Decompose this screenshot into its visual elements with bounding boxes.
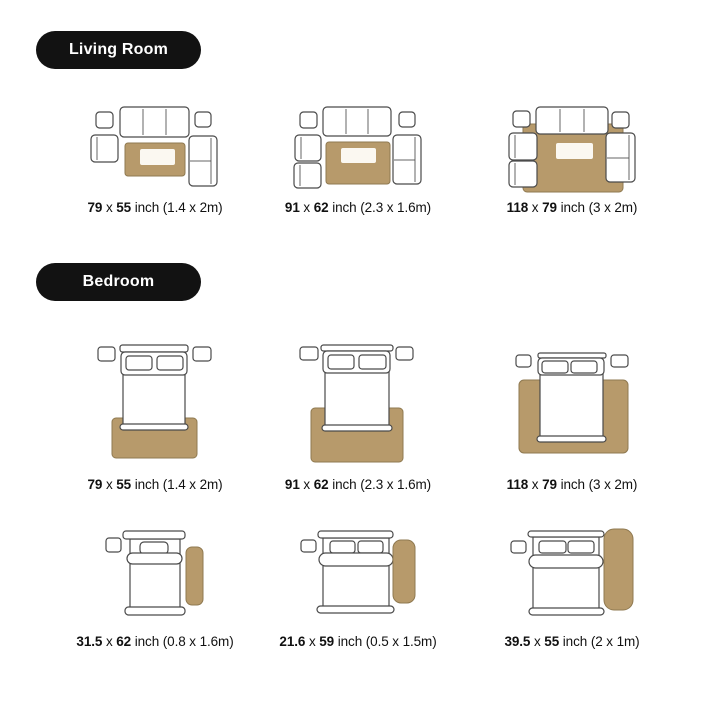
blanket-roll (319, 553, 393, 566)
size-caption: 91 x 62 inch (2.3 x 1.6m) (284, 200, 432, 215)
size-caption: 118 x 79 inch (3 x 2m) (506, 200, 638, 215)
size-height: 55 (116, 477, 132, 492)
size-metric: (1.4 x 2m) (162, 477, 223, 492)
pillow (140, 542, 168, 554)
blanket-roll (529, 555, 603, 568)
bed (537, 353, 606, 442)
nightstand (516, 355, 531, 367)
size-width: 79 (87, 200, 103, 215)
size-caption: 79 x 55 inch (1.4 x 2m) (87, 477, 223, 492)
nightstand (193, 347, 211, 361)
nightstand (396, 347, 413, 360)
coffee-table (556, 143, 593, 159)
bedroom-diagram-single-bed-runner (70, 520, 240, 625)
coffee-table (341, 148, 376, 163)
sofa (120, 107, 189, 137)
size-height: 62 (116, 634, 132, 649)
size-width: 118 (506, 477, 529, 492)
pillow (126, 356, 152, 370)
size-metric: (0.8 x 1.6m) (162, 634, 234, 649)
sofa (323, 107, 391, 136)
size-width: 79 (87, 477, 103, 492)
armchair (509, 161, 537, 187)
pillow (328, 355, 354, 369)
bedroom-diagram-rug-lower-half (273, 340, 443, 465)
headboard (318, 531, 393, 538)
armchair (295, 135, 321, 161)
bed (123, 531, 185, 615)
side-table (195, 112, 211, 127)
foot-bar (120, 424, 188, 430)
runner-rug (186, 547, 203, 605)
pillow (330, 541, 355, 553)
size-metric: (1.4 x 2m) (162, 200, 223, 215)
size-metric: (2.3 x 1.6m) (360, 477, 432, 492)
loveseat (606, 133, 635, 182)
size-height: 62 (313, 200, 329, 215)
pillow (359, 355, 386, 369)
loveseat (393, 135, 421, 184)
foot-bar (322, 425, 392, 431)
size-width: 91 (284, 200, 300, 215)
armchair (294, 163, 321, 188)
size-metric: (2 x 1m) (590, 634, 640, 649)
sofa (536, 107, 608, 134)
pillow (358, 541, 383, 553)
side-table (300, 112, 317, 128)
footboard (317, 606, 394, 613)
runner-rug (393, 540, 415, 603)
armchair (91, 135, 118, 162)
bed-body (123, 370, 185, 427)
headboard (120, 345, 188, 352)
bed (120, 345, 188, 430)
nightstand (301, 540, 316, 552)
footboard (125, 607, 185, 615)
side-table (612, 112, 629, 128)
bedroom-diagram-rug-full-bed (487, 340, 657, 465)
side-table (513, 111, 530, 127)
headboard (538, 353, 606, 358)
loveseat (189, 136, 217, 186)
bed-body (540, 372, 603, 439)
headboard (528, 531, 604, 537)
pillow (571, 361, 597, 373)
size-height: 55 (544, 634, 560, 649)
nightstand (106, 538, 121, 552)
size-height: 79 (542, 477, 557, 492)
runner-rug (604, 529, 633, 610)
blanket-roll (127, 553, 182, 564)
size-height: 55 (116, 200, 132, 215)
size-width: 118 (506, 200, 529, 215)
foot-bar (537, 436, 606, 442)
nightstand (611, 355, 628, 367)
bed-body (325, 370, 389, 427)
armchair (509, 133, 537, 160)
bed (321, 345, 393, 431)
size-height: 59 (319, 634, 335, 649)
bedroom-diagram-double-bed-wide-runner (487, 520, 657, 625)
bedroom-diagram-rug-under-foot (70, 340, 240, 465)
nightstand (300, 347, 318, 360)
bed (528, 531, 604, 615)
nightstand (511, 541, 526, 553)
pillow (542, 361, 568, 373)
bed (317, 531, 394, 613)
nightstand (98, 347, 115, 361)
headboard (123, 531, 185, 539)
section-label-text: Bedroom (82, 273, 155, 290)
size-width: 91 (284, 477, 300, 492)
size-caption: 21.6 x 59 inch (0.5 x 1.5m) (279, 634, 437, 649)
living-room-diagram-small-rug (70, 100, 240, 195)
side-table (399, 112, 415, 127)
footboard (529, 608, 604, 615)
pillow (539, 541, 566, 553)
coffee-table (140, 149, 175, 165)
size-height: 79 (542, 200, 557, 215)
headboard (321, 345, 393, 351)
size-caption: 91 x 62 inch (2.3 x 1.6m) (284, 477, 432, 492)
section-label-bedroom (36, 263, 201, 301)
side-table (96, 112, 113, 128)
section-label-text: Living Room (68, 41, 169, 58)
living-room-diagram-large-rug (487, 100, 657, 195)
size-metric: (2.3 x 1.6m) (360, 200, 432, 215)
pillow (157, 356, 183, 370)
pillow (568, 541, 594, 553)
size-caption: 79 x 55 inch (1.4 x 2m) (87, 200, 223, 215)
size-height: 62 (313, 477, 329, 492)
size-caption: 118 x 79 inch (3 x 2m) (506, 477, 638, 492)
size-width: 39.5 (504, 634, 531, 649)
size-metric: (3 x 2m) (588, 477, 638, 492)
size-metric: (3 x 2m) (588, 200, 638, 215)
size-width: 21.6 (279, 634, 306, 649)
size-metric: (0.5 x 1.5m) (365, 634, 437, 649)
size-caption: 31.5 x 62 inch (0.8 x 1.6m) (76, 634, 234, 649)
size-caption: 39.5 x 55 inch (2 x 1m) (504, 634, 640, 649)
size-width: 31.5 (76, 634, 103, 649)
bedroom-diagram-double-bed-narrow-runner (273, 520, 443, 625)
section-label-living-room (36, 31, 201, 69)
living-room-diagram-medium-rug (273, 100, 443, 195)
